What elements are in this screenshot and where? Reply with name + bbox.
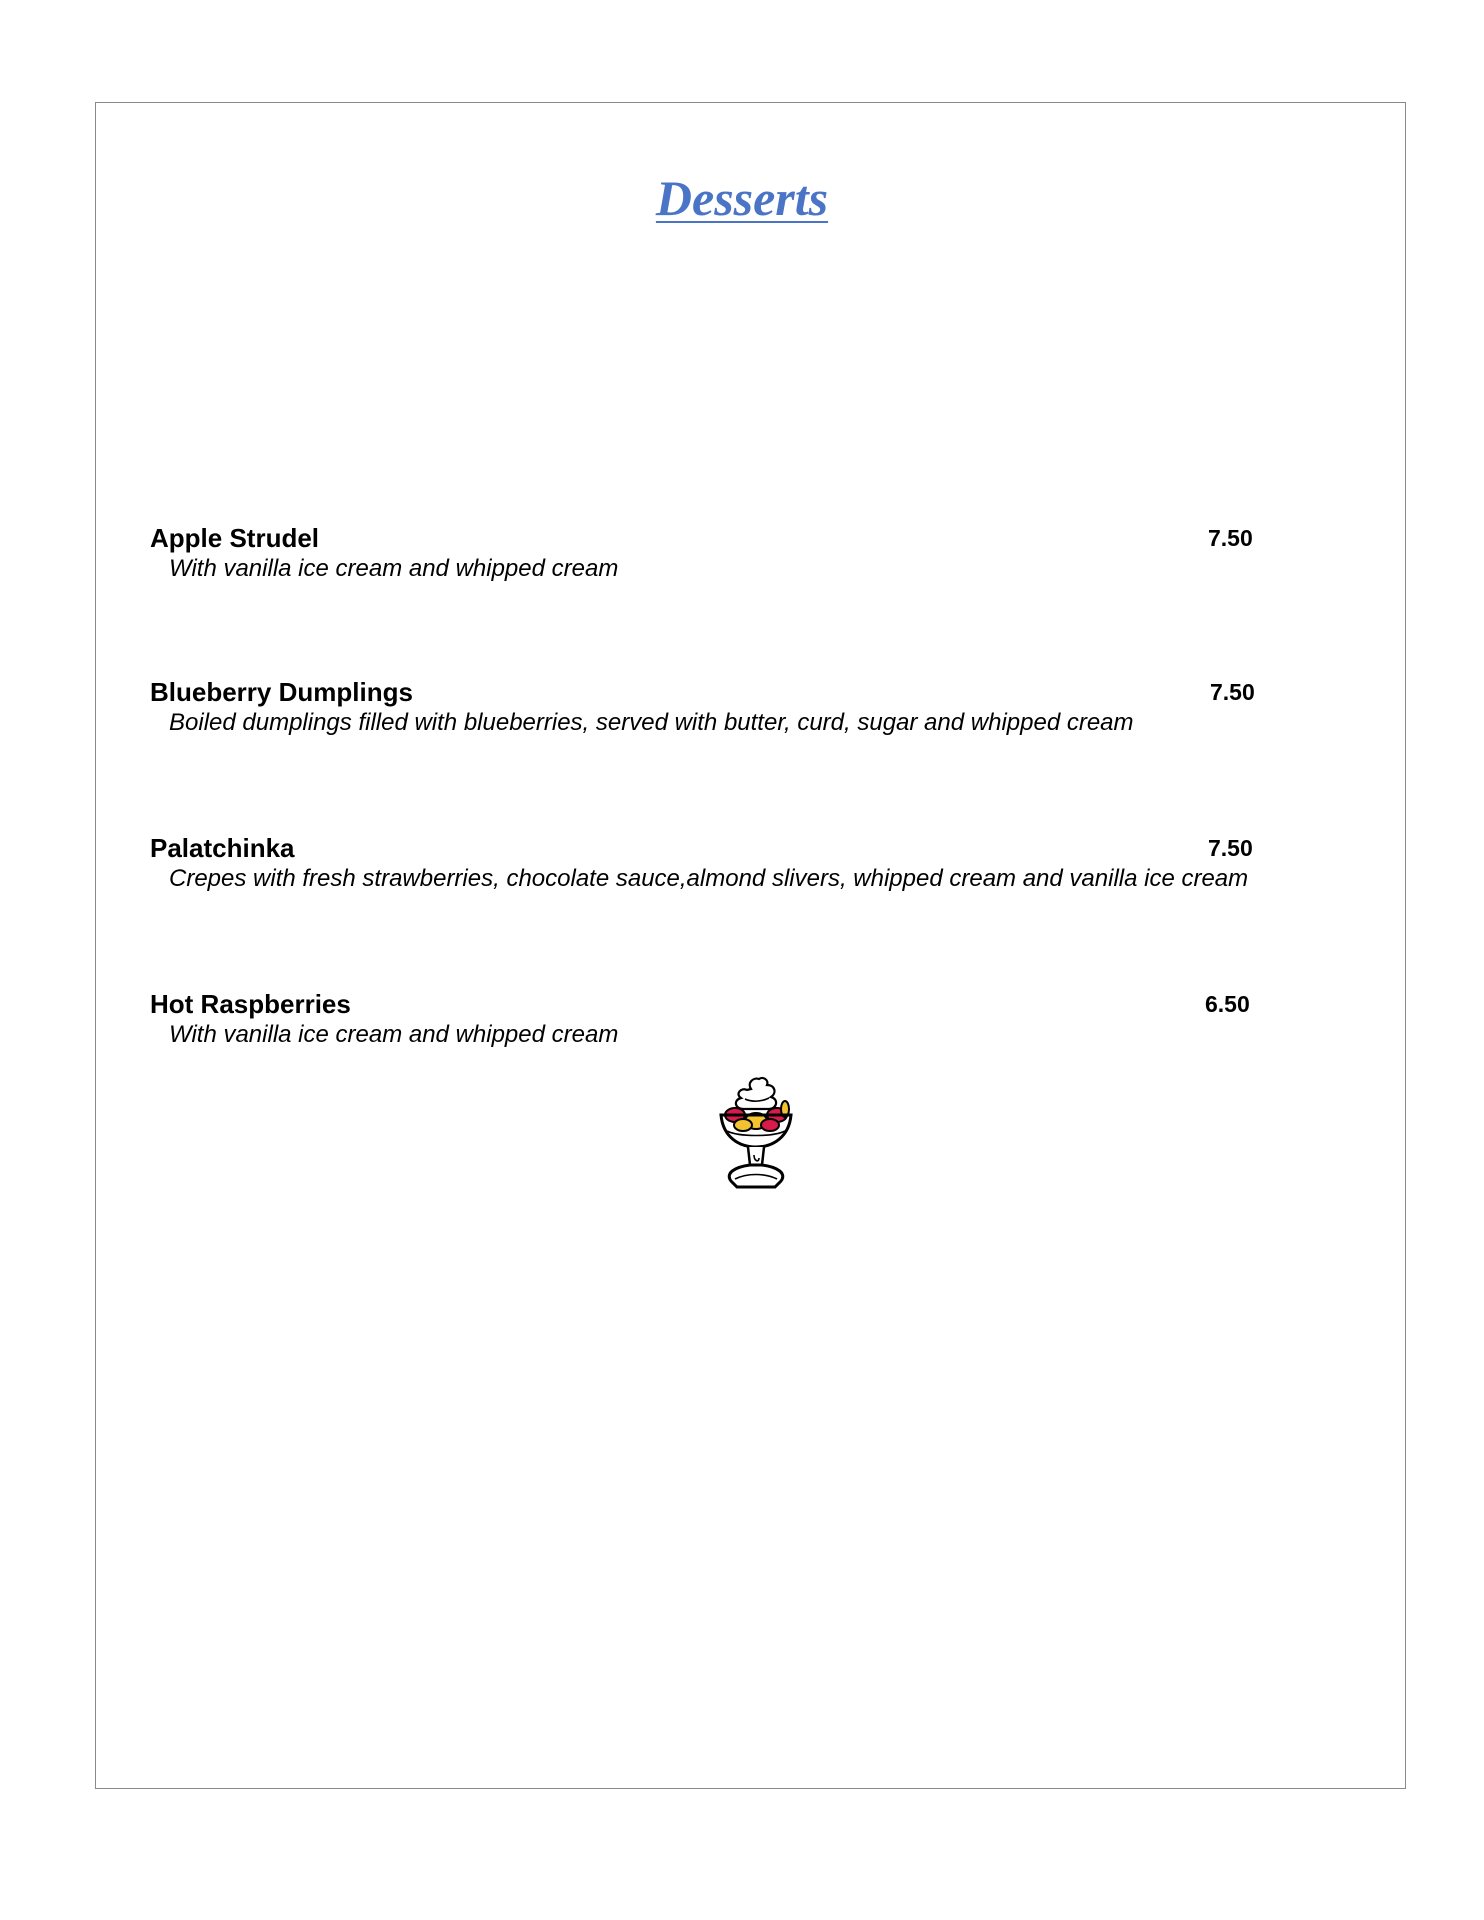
menu-item-price: 7.50 xyxy=(1208,525,1253,551)
menu-item-description: With vanilla ice cream and whipped cream xyxy=(169,555,619,582)
menu-item-description: Boiled dumplings filled with blueberries, served with butter, curd, sugar and whipped cream xyxy=(169,709,1134,736)
sundae-icon xyxy=(713,1075,799,1191)
menu-page-frame xyxy=(95,102,1406,1789)
menu-item-name: Palatchinka xyxy=(150,833,295,863)
menu-item-price: 7.50 xyxy=(1210,679,1255,705)
menu-title: Desserts xyxy=(655,170,829,226)
menu-item-description: Crepes with fresh strawberries, chocolate sauce,almond slivers, whipped cream and vanilla ice cream xyxy=(169,865,1249,892)
menu-item-name: Apple Strudel xyxy=(150,523,320,553)
menu-item-name: Hot Raspberries xyxy=(150,989,351,1019)
menu-item-name: Blueberry Dumplings xyxy=(150,677,413,707)
menu-item-price: 7.50 xyxy=(1208,835,1253,861)
menu-item-description: With vanilla ice cream and whipped cream xyxy=(169,1021,619,1048)
menu-item-price: 6.50 xyxy=(1205,991,1250,1017)
